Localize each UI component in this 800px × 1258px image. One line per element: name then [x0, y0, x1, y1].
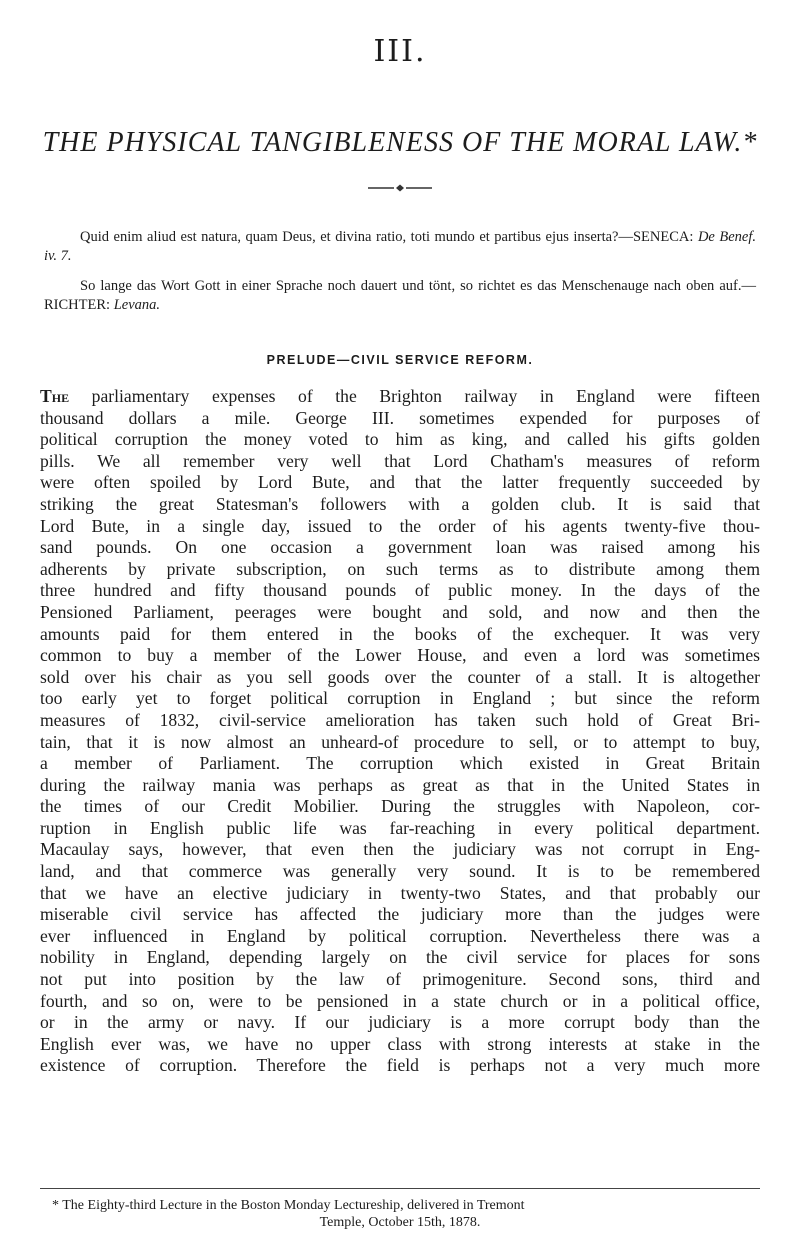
epigraph-source: De Benef. iv. 7. [44, 229, 757, 264]
body-line: too early yet to forget political corruption in England ; but since the reform [40, 688, 760, 709]
epigraph-source: Levana. [113, 297, 160, 313]
body-line: ever influenced in England by political corruption. Nevertheless there was a [40, 925, 760, 946]
footnote-line: * The Eighty-third Lecture in the Boston Monday Lectureship, delivered in Tremont [52, 1198, 525, 1213]
body-line: English ever was, we have no upper class with strong interests at stake in the [40, 1033, 760, 1054]
body-line: tain, that it is now almost an unheard-of procedure to sell, or to attempt to buy, [40, 731, 760, 752]
body-line: the times of our Credit Mobilier. During the struggles with Napoleon, cor- [40, 796, 760, 817]
body-line: a member of Parliament. The corruption which existed in Great Britain [40, 753, 760, 774]
body-line: measures of 1832, civil-service amelioration has taken such hold of Great Bri- [40, 709, 760, 730]
body-line: were often spoiled by Lord Bute, and that the latter frequently succeeded by [40, 472, 760, 493]
body-line: striking the great Statesman's followers with a golden club. It is said that [40, 493, 760, 514]
dropcap-word: The [40, 386, 70, 406]
body-line-text: parliamentary expenses of the Brighton railway in England were fifteen [69, 386, 760, 406]
body-line: Lord Bute, in a single day, issued to the order of his agents twenty-five thou- [40, 515, 760, 536]
section-heading: PRELUDE—CIVIL SERVICE REFORM. [266, 353, 534, 367]
body-line: common to buy a member of the Lower House, and even a lord was sometimes [40, 645, 760, 666]
body-line: amounts paid for them entered in the books of the exchequer. It was very [40, 623, 760, 644]
body-paragraph [40, 386, 760, 1077]
footnote [40, 1197, 760, 1231]
chapter-number: III. [373, 34, 427, 69]
body-line: three hundred and fifty thousand pounds of public money. In the days of the [40, 580, 760, 601]
body-line [40, 386, 760, 408]
body-line: miserable civil service has affected the judiciary more than the judges were [40, 904, 760, 925]
body-line: existence of corruption. Therefore the field is perhaps not a very much more [40, 1055, 760, 1076]
epigraph-text: So lange das Wort Gott in einer Sprache noch dauert und tönt, so richtet es das Menschenauge nach oben auf.—RICHTER: [44, 278, 756, 313]
body-line: land, and that commerce was generally very sound. It is to be remembered [40, 861, 760, 882]
body-line: fourth, and so on, were to be pensioned in a state church or in a political office, [40, 990, 760, 1011]
body-line: that we have an elective judiciary in twenty-two States, and that probably our [40, 882, 760, 903]
chapter-title: THE PHYSICAL TANGIBLENESS OF THE MORAL LAW.* [42, 127, 758, 158]
body-line: sold over his chair as you sell goods over the counter of a stall. It is altogether [40, 666, 760, 687]
body-line: Macaulay says, however, that even then the judiciary was not corrupt in Eng- [40, 839, 760, 860]
body-line: during the railway mania was perhaps as great as that in the United States in [40, 774, 760, 795]
body-line: or in the army or navy. If our judiciary is a more corrupt body than the [40, 1012, 760, 1033]
epigraph-text: Quid enim aliud est natura, quam Deus, et divina ratio, toti mundo et partibus ejus inserta?—SENECA: [80, 229, 694, 245]
body-line: sand pounds. On one occasion a government loan was raised among his [40, 537, 760, 558]
epigraph-seneca [44, 228, 756, 266]
body-line: Pensioned Parliament, peerages were bought and sold, and now and then the [40, 601, 760, 622]
epigraph-richter [44, 277, 756, 315]
body-line: not put into position by the law of primogeniture. Second sons, third and [40, 969, 760, 990]
body-line: pills. We all remember very well that Lord Chatham's measures of reform [40, 450, 760, 471]
body-line: political corruption the money voted to him as king, and called his gifts golden [40, 429, 760, 450]
body-line: nobility in England, depending largely on the civil service for places for sons [40, 947, 760, 968]
body-line: thousand dollars a mile. George III. sometimes expended for purposes of [40, 407, 760, 428]
body-line: ruption in English public life was far-reaching in every political department. [40, 817, 760, 838]
ornament-divider [360, 183, 440, 193]
body-line: adherents by private subscription, on such terms as to distribute among them [40, 558, 760, 579]
footnote-rule [40, 1188, 760, 1189]
footnote-line: Temple, October 15th, 1878. [319, 1215, 481, 1230]
